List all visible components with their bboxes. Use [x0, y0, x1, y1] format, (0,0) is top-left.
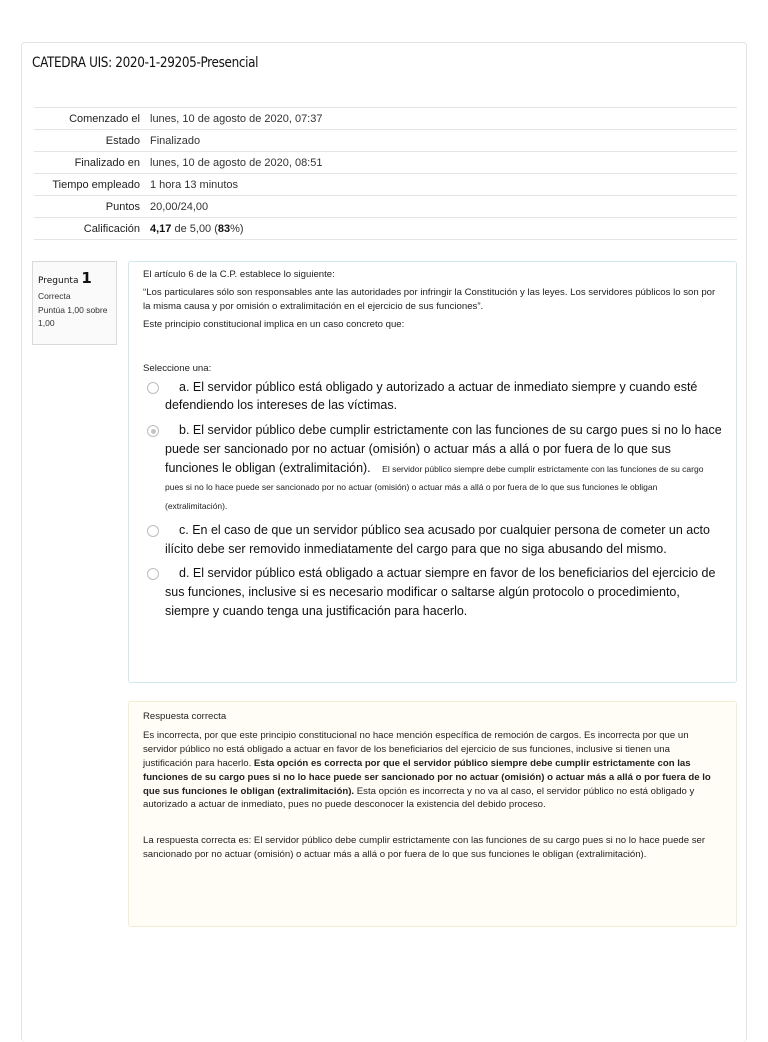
radio-button[interactable]	[147, 568, 159, 580]
question-state: Correcta	[38, 291, 71, 301]
feedback-heading: Respuesta correcta	[143, 711, 227, 722]
option-specific-feedback: El servidor público siempre debe cumplir estrictamente con las funciones de su cargo pues si no lo hace puede ser sancionado por no actuar (omisión) o actuar más a allá o por fuera de lo que sus funciones le obligan (extralimitación).	[165, 463, 704, 512]
summary-row-finished	[34, 152, 737, 174]
question-text: “Los particulares sólo son responsables ante las autoridades por infringir la Constitución y las leyes. Los servidores públicos lo son por la misma causa y por omisión o extralimitación en el ejercicio de sus funciones”.	[143, 286, 716, 312]
summary-label: Finalizado en	[74, 156, 140, 169]
grade-value	[145, 218, 737, 240]
summary-value: lunes, 10 de agosto de 2020, 08:51	[150, 156, 323, 169]
summary-row-marks	[34, 196, 737, 218]
answer-option-a[interactable]	[143, 378, 722, 416]
feedback-text-bold: Esta opción es correcta por que el servidor público siempre debe cumplir estrictamente con las funciones de su cargo pues si no lo hace puede ser sancionado por no actuar (omisión) o actuar más a allá o por fuera de lo que sus funciones le obligan (extralimitación).	[143, 757, 711, 797]
summary-row-grade	[34, 218, 737, 240]
option-text: El servidor público está obligado a actuar siempre en favor de los beneficiarios del ejercicio de sus funciones, inclusive si es necesario modificar o saltarse algún protocolo o procedimiento, siempre y cuando tenga una justificación para hacerlo.	[165, 566, 716, 618]
summary-row-started	[34, 108, 737, 130]
radio-button[interactable]	[147, 525, 159, 537]
question-text: El artículo 6 de la C.P. establece lo siguiente:	[143, 269, 335, 280]
question-number	[38, 266, 111, 290]
grade-suffix: %)	[230, 222, 244, 235]
right-answer: La respuesta correcta es: El servidor público debe cumplir estrictamente con las funciones de su cargo pues si no lo hace puede ser sancionado por no actuar (omisión) o actuar más a allá o por fuera de lo que sus funciones le obligan (extralimitación).	[143, 835, 706, 861]
summary-value: Finalizado	[150, 134, 201, 147]
summary-label: Tiempo empleado	[52, 178, 140, 191]
option-text: En el caso de que un servidor público sea acusado por cualquier persona de cometer un acto ilícito debe ser removido inmediatamente del cargo para que no siga abusando del mismo.	[165, 522, 710, 556]
quiz-review-card	[21, 42, 747, 1042]
option-letter: a.	[179, 379, 190, 394]
question-info-box	[32, 261, 117, 345]
answer-option-c[interactable]	[143, 521, 722, 559]
answer-prompt: Seleccione una:	[143, 362, 212, 374]
question-outcome-feedback	[128, 701, 737, 927]
question-number-value: 1	[81, 269, 92, 287]
feedback-text: Es incorrecta, por que este principio constitucional no hace mención específica de remoción de cargos. Es incorrecta por que un servidor público no está obligado a actuar en favor de los beneficiarios del ejercicio de sus funciones, inclusive si tienen una justificación para hacerlo.	[143, 729, 689, 769]
grade-percent: 83	[217, 222, 231, 235]
summary-label: Estado	[105, 134, 140, 147]
radio-button[interactable]	[147, 382, 159, 394]
question-mark: Puntúa 1,00 sobre 1,00	[38, 304, 108, 329]
summary-label: Puntos	[105, 200, 140, 213]
summary-row-state	[34, 130, 737, 152]
summary-value: lunes, 10 de agosto de 2020, 07:37	[150, 112, 323, 125]
summary-value: 1 hora 13 minutos	[150, 178, 239, 191]
summary-value: 20,00/24,00	[150, 200, 209, 213]
summary-row-time-taken	[34, 174, 737, 196]
summary-label: Calificación	[83, 222, 140, 235]
question-formulation	[128, 261, 737, 683]
option-text: El servidor público debe cumplir estrictamente con las funciones de su cargo pues si no lo hace puede ser sancionado por no actuar (omisión) o actuar más a allá o por fuera de lo que sus funciones le obligan (extralimitación).	[165, 423, 722, 475]
grade-score: 4,17	[150, 222, 172, 235]
page-title: CATEDRA UIS: 2020-1-29205-Presencial	[32, 55, 259, 71]
option-letter: c.	[179, 522, 189, 537]
answer-option-b[interactable]	[143, 421, 722, 515]
answer-option-d[interactable]	[143, 564, 722, 620]
attempt-summary-table	[34, 107, 737, 240]
question-prefix: Pregunta	[38, 276, 79, 286]
summary-label: Comenzado el	[69, 112, 140, 125]
option-letter: b.	[179, 423, 190, 438]
grade-middle: de 5,00 (	[171, 222, 218, 235]
option-text: El servidor público está obligado y autorizado a actuar de inmediato siempre y cuando esté defendiendo los intereses de las víctimas.	[165, 379, 698, 413]
radio-button-checked[interactable]	[147, 425, 159, 437]
feedback-text: Esta opción es incorrecta y no va al caso, el servidor público no está obligado y autorizado a actuar de inmediato, pues no puede desconocer la existencia del debido proceso.	[143, 785, 695, 811]
general-feedback	[143, 729, 722, 812]
question-text: Este principio constitucional implica en un caso concreto que:	[143, 318, 405, 330]
option-letter: d.	[179, 566, 190, 581]
